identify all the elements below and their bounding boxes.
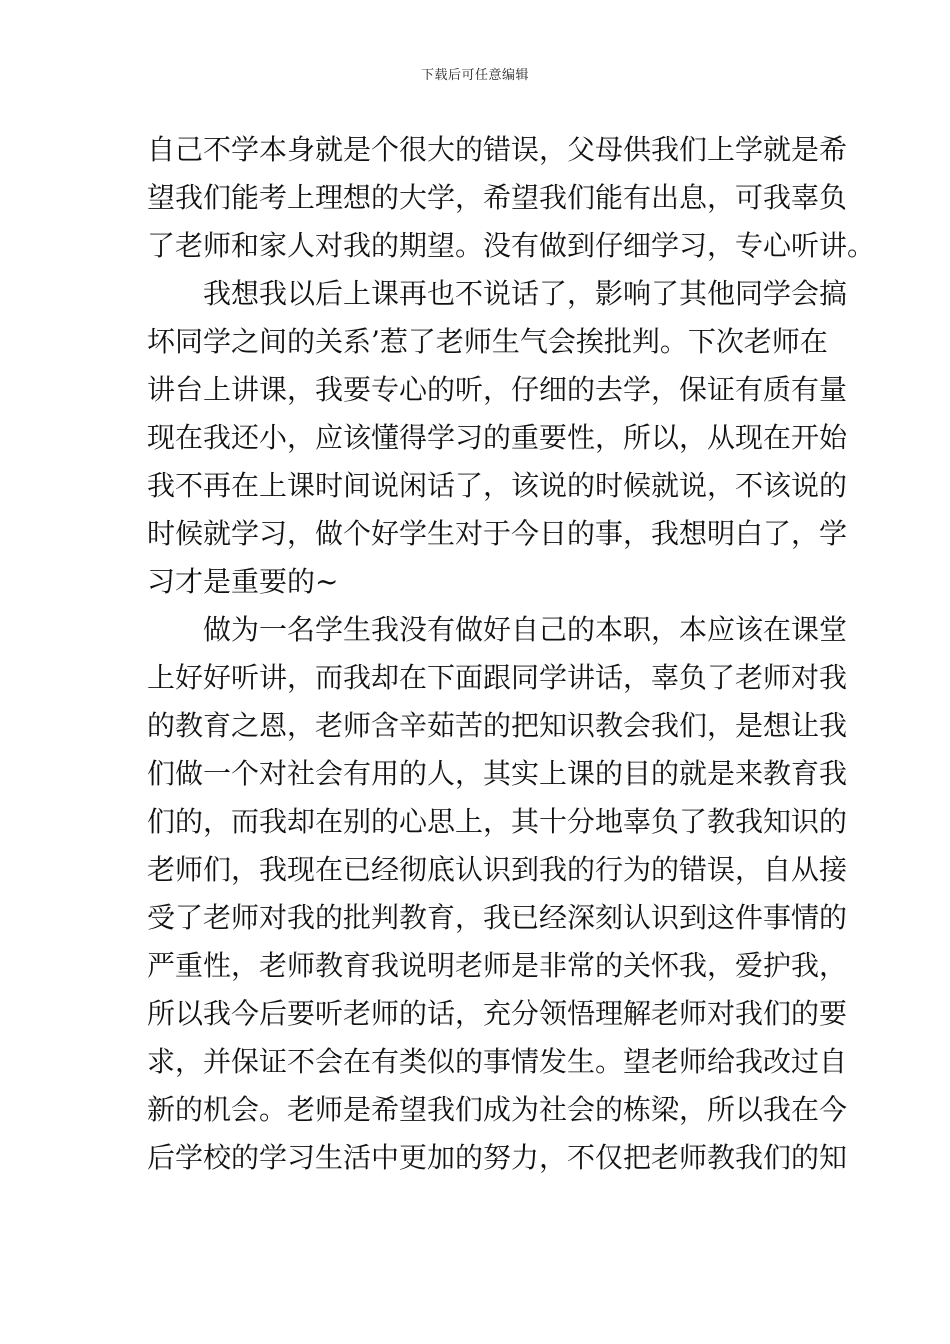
text-line: 做为一名学生我没有做好自己的本职，本应该在课堂 <box>203 613 848 646</box>
text-line: 的教育之恩，老师含辛茹苦的把知识教会我们，是想让我 <box>147 709 848 742</box>
text-line: 后学校的学习生活中更加的努力，不仅把老师教我们的知 <box>147 1141 848 1174</box>
text-line: 我想我以后上课再也不说话了，影响了其他同学会搞 <box>203 277 848 310</box>
document-body <box>147 126 876 1182</box>
text-line: 所以我今后要听老师的话，充分领悟理解老师对我们的要 <box>147 997 848 1030</box>
text-line: 们做一个对社会有用的人，其实上课的目的就是来教育我 <box>147 757 848 790</box>
text-line: 坏同学之间的关系’惹了老师生气会挨批判。下次老师在 <box>147 325 828 358</box>
text-line: 习才是重要的~ <box>147 565 339 598</box>
text-line: 们的，而我却在别的心思上，其十分地辜负了教我知识的 <box>147 805 848 838</box>
text-line: 自己不学本身就是个很大的错误，父母供我们上学就是希 <box>147 133 848 166</box>
text-line: 了老师和家人对我的期望。没有做到仔细学习，专心听讲。 <box>147 229 876 262</box>
text-line: 老师们，我现在已经彻底认识到我的行为的错误，自从接 <box>147 853 848 886</box>
text-line: 严重性，老师教育我说明老师是非常的关怀我，爱护我， <box>147 949 848 982</box>
text-line: 受了老师对我的批判教育，我已经深刻认识到这件事情的 <box>147 901 848 934</box>
text-line: 讲台上讲课，我要专心的听，仔细的去学，保证有质有量 <box>147 373 848 406</box>
text-line: 新的机会。老师是希望我们成为社会的栋梁，所以我在今 <box>147 1093 848 1126</box>
text-line: 上好好听讲，而我却在下面跟同学讲话，辜负了老师对我 <box>147 661 848 694</box>
text-line: 望我们能考上理想的大学，希望我们能有出息，可我辜负 <box>147 181 848 214</box>
text-line: 时候就学习，做个好学生对于今日的事，我想明白了，学 <box>147 517 848 550</box>
text-line: 我不再在上课时间说闲话了，该说的时候就说，不该说的 <box>147 469 848 502</box>
text-line: 现在我还小，应该懂得学习的重要性，所以，从现在开始 <box>147 421 848 454</box>
text-line: 求，并保证不会在有类似的事情发生。望老师给我改过自 <box>147 1045 848 1078</box>
page-header: 下载后可任意编辑 <box>420 68 529 83</box>
